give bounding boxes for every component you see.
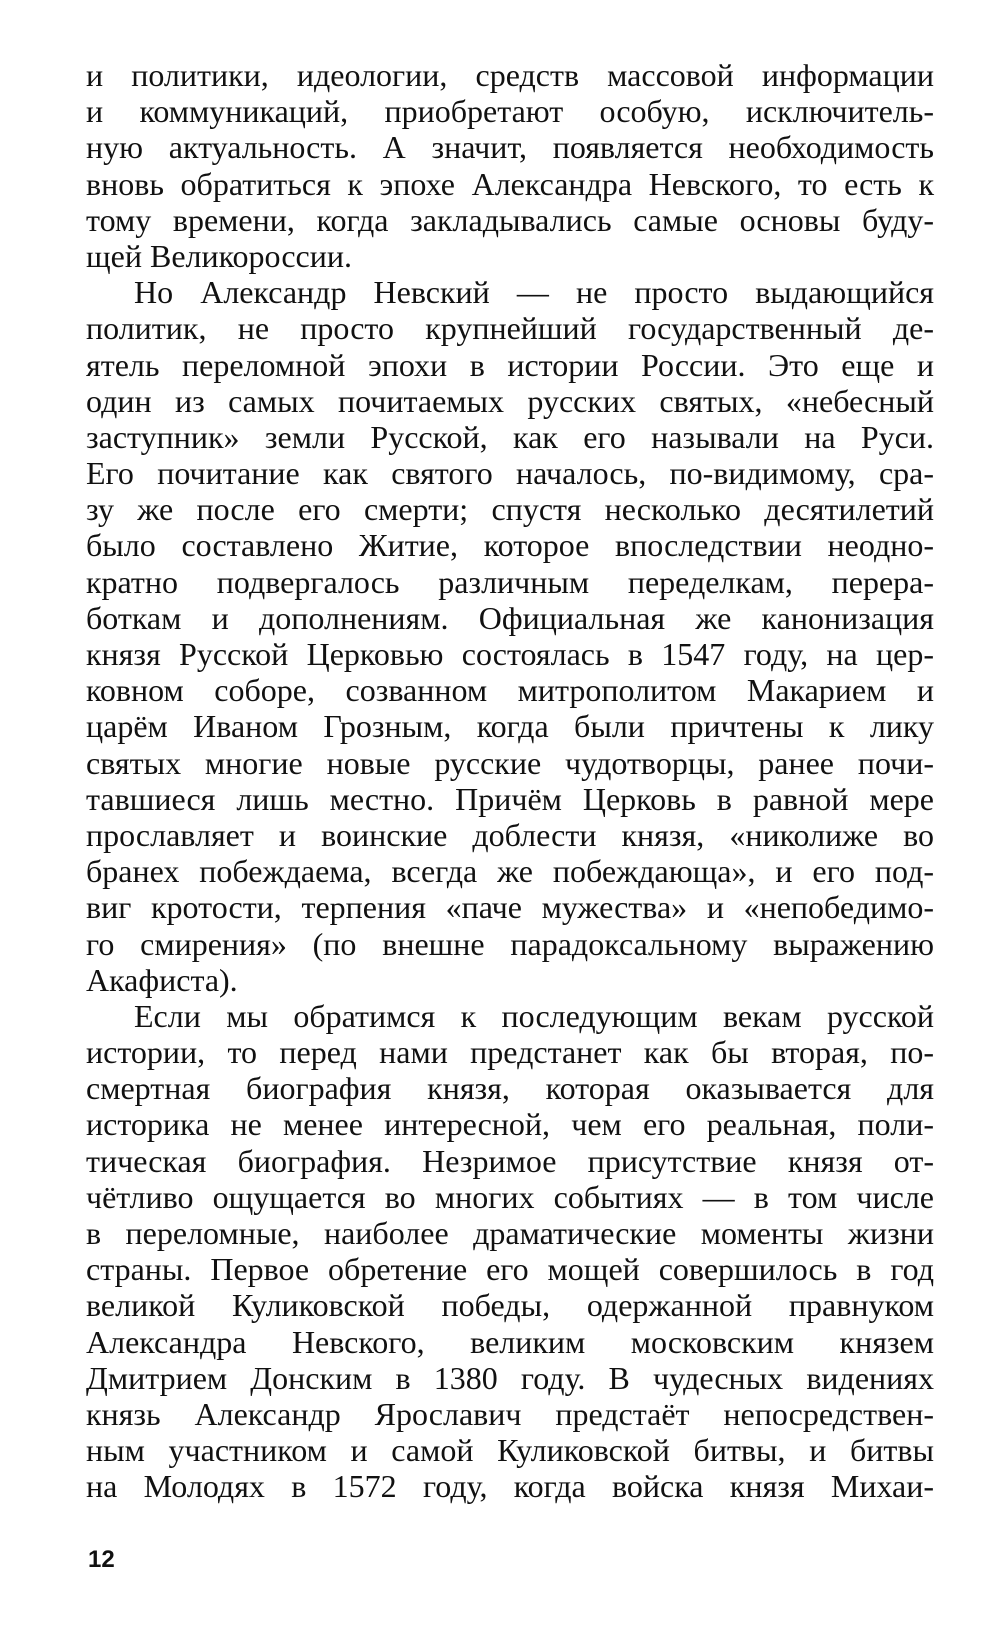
text-line: Но Александр Невский — не просто выдающийся: [134, 274, 934, 311]
text-line: тавшиеся лишь местно. Причём Церковь в равной мере: [86, 780, 934, 817]
text-line: тическая биография. Незримое присутствие князя от-: [86, 1142, 934, 1179]
text-line: Если мы обратимся к последующим векам русской: [134, 997, 934, 1034]
text-line: Акафиста).: [86, 961, 238, 998]
text-line: го смирения» (по внешне парадоксальному выражению: [86, 925, 934, 962]
text-line: на Молодях в 1572 году, когда войска князя Михаи-: [86, 1468, 934, 1505]
text-line: ятель переломной эпохи в истории России. Это еще и: [86, 346, 934, 383]
text-line: зу же после его смерти; спустя несколько десятилетий: [86, 491, 934, 528]
text-line: вновь обратиться к эпохе Александра Невского, то есть к: [86, 165, 934, 202]
text-line: смертная биография князя, которая оказывается для: [86, 1070, 934, 1107]
text-line: Дмитрием Донским в 1380 году. В чудесных видениях: [86, 1359, 934, 1396]
text-line: заступник» земли Русской, как его называли на Руси.: [86, 418, 934, 455]
text-line: Его почитание как святого началось, по-видимому, сра-: [86, 455, 934, 492]
text-line: царём Иваном Грозным, когда были причтены к лику: [86, 708, 934, 745]
text-line: было составлено Житие, которое впоследствии неодно-: [86, 527, 934, 564]
page-number: 12: [88, 1546, 115, 1573]
text-line: Александра Невского, великим московским князем: [86, 1323, 934, 1360]
text-line: историка не менее интересной, чем его реальная, поли-: [86, 1106, 934, 1143]
text-line: и политики, идеологии, средств массовой информации: [86, 57, 934, 93]
text-line: великой Куликовской победы, одержанной правнуком: [86, 1287, 934, 1324]
text-line: страны. Первое обретение его мощей совершилось в год: [86, 1251, 934, 1288]
text-line: истории, то перед нами предстанет как бы вторая, по-: [86, 1034, 934, 1071]
text-line: ную актуальность. А значит, появляется необходимость: [86, 129, 934, 166]
text-line: ным участником и самой Куликовской битвы, и битвы: [86, 1432, 934, 1469]
text-line: прославляет и воинские доблести князя, «николиже во: [86, 816, 934, 853]
text-line: бранех побеждаема, всегда же побеждающа», и его под-: [86, 853, 934, 890]
text-line: кратно подвергалось различным переделкам, перера-: [86, 563, 934, 600]
text-line: щей Великороссии.: [86, 237, 352, 274]
text-line: боткам и дополнениям. Официальная же канонизация: [86, 599, 934, 636]
text-line: в переломные, наиболее драматические моменты жизни: [86, 1215, 934, 1251]
text-line: князя Русской Церковью состоялась в 1547 году, на цер-: [86, 636, 934, 672]
text-line: святых многие новые русские чудотворцы, ранее почи-: [86, 744, 934, 781]
text-line: виг кротости, терпения «паче мужества» и «непобедимо-: [86, 889, 934, 926]
body-text: [86, 57, 934, 1505]
text-line: князь Александр Ярославич предстаёт непосредствен-: [86, 1395, 934, 1432]
text-line: тому времени, когда закладывались самые основы буду-: [86, 201, 934, 238]
text-line: и коммуникаций, приобретают особую, исключитель-: [86, 93, 934, 130]
text-line: политик, не просто крупнейший государственный де-: [86, 310, 934, 347]
text-line: чётливо ощущается во многих событиях — в том числе: [86, 1178, 934, 1215]
text-line: ковном соборе, созванном митрополитом Макарием и: [86, 672, 934, 709]
text-line: один из самых почитаемых русских святых, «небесный: [86, 382, 934, 419]
